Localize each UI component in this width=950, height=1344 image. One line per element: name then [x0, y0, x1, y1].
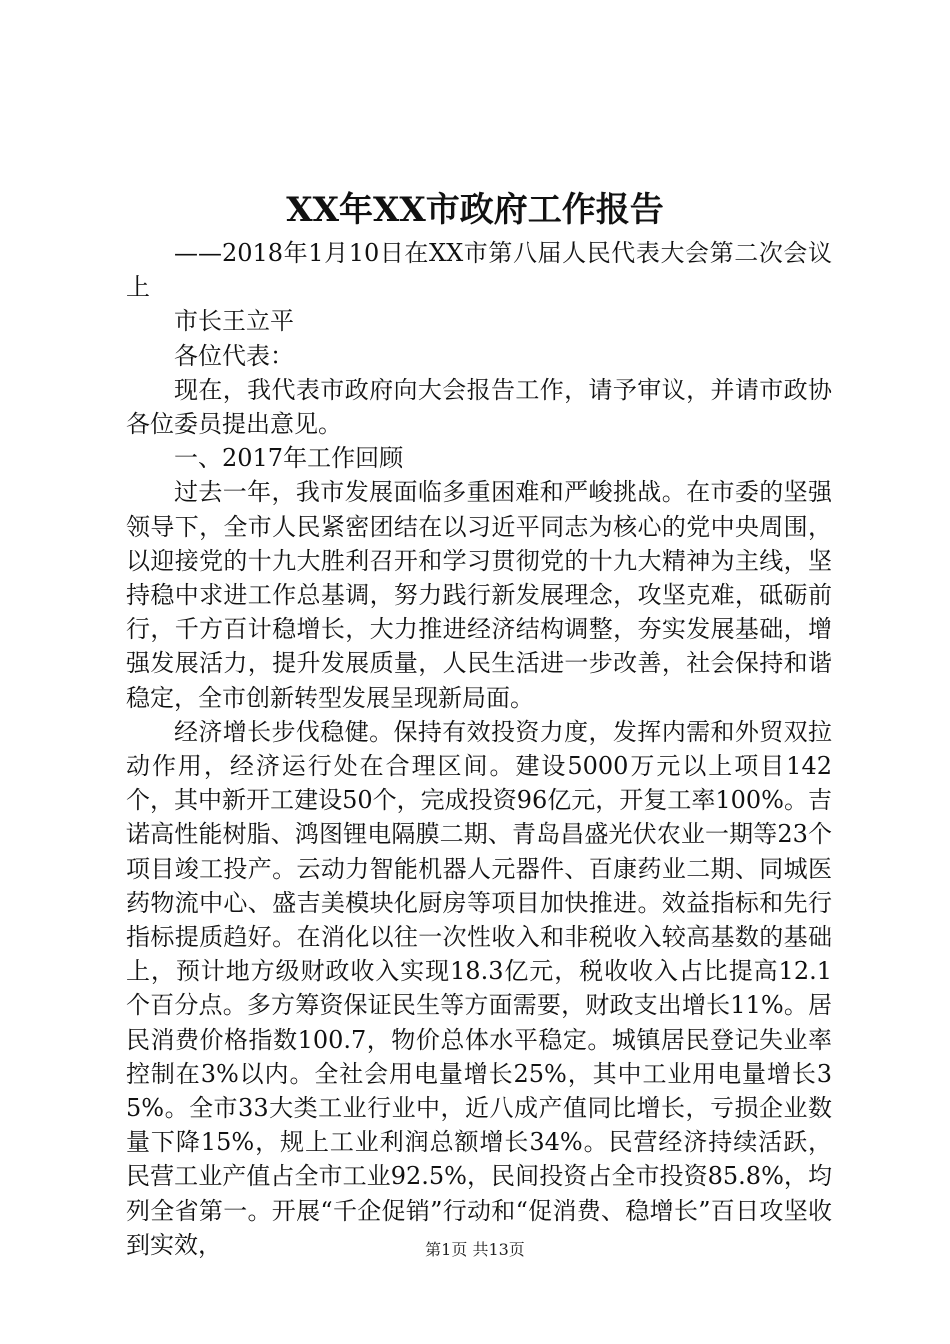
section-heading: 一、2017年工作回顾	[174, 444, 404, 473]
salutation-line: 各位代表：	[174, 341, 294, 370]
body-paragraph: 经济增长步伐稳健。保持有效投资力度，发挥内需和外贸双拉动作用，经济运行处在合理区间。建设5000万元以上项目142个，其中新开工建设50个，完成投资96亿元，开复工率100%。吉诺高性能树脂、鸿图锂电隔膜二期、青岛昌盛光伏农业一期等23个项目竣工投产。云动力智能机器人元器件、百康药业二期、同城医药物流中心、盛吉美模块化厨房等项目加快推进。效益指标和先行指标提质趋好。在消化以往一次性收入和非税收入较高基数的基础上，预计地方级财政收入实现18.3亿元，税收收入占比提高12.1个百分点。多方筹资保证民生等方面需要，财政支出增长11%。居民消费价格指数100.7，物价总体水平稳定。城镇居民登记失业率控制在3%以内。全社会用电量增长25%，其中工业用电量增长35%。全市33大类工业行业中，近八成产值同比增长，亏损企业数量下降15%，规上工业利润总额增长34%。民营经济持续活跃，民营工业产值占全市工业92.5%，民间投资占全市投资85.8%，均列全省第一。开展“千企促销”行动和“促消费、稳增长”百日攻坚收到实效，	[126, 717, 832, 1259]
document-body	[126, 236, 832, 1262]
intro-paragraph: 现在，我代表市政府向大会报告工作，请予审议，并请市政协各位委员提出意见。	[126, 375, 832, 439]
body-paragraph: 过去一年，我市发展面临多重困难和严峻挑战。在市委的坚强领导下，全市人民紧密团结在以习近平同志为核心的党中央周围，以迎接党的十九大胜利召开和学习贯彻党的十九大精神为主线，坚持稳中求进工作总基调，努力践行新发展理念，攻坚克难，砥砺前行，千方百计稳增长，大力推进经济结构调整，夯实发展基础，增强发展活力，提升发展质量，人民生活进一步改善，社会保持和谐稳定，全市创新转型发展呈现新局面。	[126, 478, 832, 712]
document-title: XX年XX市政府工作报告	[286, 190, 664, 230]
page-number-footer: 第1页 共13页	[425, 1240, 525, 1259]
speaker-line: 市长王立平	[174, 307, 294, 336]
subtitle-paragraph: ——2018年1月10日在XX市第八届人民代表大会第二次会议上	[126, 239, 832, 302]
